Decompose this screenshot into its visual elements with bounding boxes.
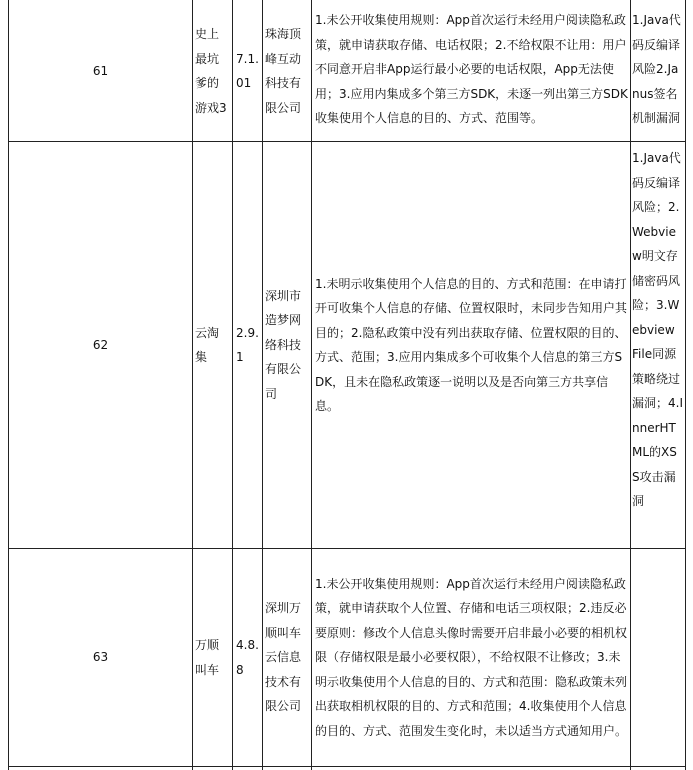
- app-version: 4.8.8: [236, 638, 259, 677]
- table-row-62-company: [265, 142, 309, 548]
- table-row-61-version: [236, 1, 261, 141]
- table-row-62-number: [9, 142, 192, 548]
- table-row-63-app-name: [195, 549, 229, 766]
- column-divider-4: [311, 0, 312, 770]
- risks-text: 1.Java代码反编译风险；2.Webview明文存储密码风险；3.Webview File同源策略绕过漏洞；4.InnerHTML的XSS攻击漏洞: [632, 151, 683, 508]
- table-row-61-app-name: [195, 1, 229, 141]
- issues-text: 1.未公开收集使用规则：App首次运行未经用户阅读隐私政策，就申请获取个人位置、存储和电话三项权限；2.违反必要原则：修改个人信息头像时需要开启非最小必要的相机权限（存储权限是最小必要权限），不给权限不让修改；3.未明示收集使用个人信息的目的、方式和范围：隐私政策未列出获取相机权限的目的、方式和范围；4.收集使用个人信息的目的、方式、范围发生变化时，未以适当方式通知用户。: [315, 576, 628, 738]
- table-row-61-company: [265, 1, 309, 141]
- row-divider-3: [8, 766, 686, 767]
- row-number: 62: [92, 337, 109, 352]
- table-row-63-risks: [632, 553, 684, 763]
- table-row-62-app-name: [195, 142, 229, 548]
- table-row-63-version: [236, 549, 261, 766]
- column-divider-2: [232, 0, 233, 770]
- table-row-61-issues: [315, 8, 628, 140]
- table-row-61-risks: [632, 8, 684, 140]
- table-border-right: [685, 0, 686, 770]
- app-version: 2.9.1: [236, 325, 259, 364]
- company-name: 珠海顶峰互动科技有限公司: [265, 27, 302, 115]
- column-divider-3: [262, 0, 263, 770]
- table-row-61-number: [9, 1, 192, 141]
- app-name: 万顺叫车: [195, 638, 220, 677]
- table-row-62-risks: [632, 146, 684, 546]
- app-name: 史上最坑爹的游戏3: [195, 27, 227, 115]
- table-row-63-issues: [315, 549, 628, 766]
- app-name: 云淘集: [195, 325, 220, 364]
- row-number: 61: [92, 63, 109, 78]
- table-row-62-version: [236, 142, 261, 548]
- table-row-63-company: [265, 549, 309, 766]
- risks-text: 1.Java代码反编译风险2.Janus签名机制漏洞: [632, 13, 681, 125]
- row-number: 63: [92, 650, 109, 665]
- company-name: 深圳万顺叫车云信息技术有限公司: [265, 601, 302, 714]
- column-divider-5: [630, 0, 631, 770]
- company-name: 深圳市造梦网络科技有限公司: [265, 288, 302, 401]
- table-row-63-number: [9, 549, 192, 766]
- app-version: 7.1.01: [236, 51, 259, 90]
- issues-text: 1.未公开收集使用规则：App首次运行未经用户阅读隐私政策，就申请获取存储、电话权限；2.不给权限不让用：用户不同意开启非App运行最小必要的电话权限，App无法使用；3.应用内集成多个第三方SDK，未逐一列出第三方SDK收集使用个人信息的目的、方式、范围等。: [315, 13, 628, 125]
- table-row-62-issues: [315, 142, 628, 548]
- column-divider-1: [192, 0, 193, 770]
- issues-text: 1.未明示收集使用个人信息的目的、方式和范围：在申请打开可收集个人信息的存储、位置权限时，未同步告知用户其目的；2.隐私政策中没有列出获取存储、位置权限的目的、方式、范围；3.应用内集成多个可收集个人信息的第三方SDK，且未在隐私政策逐一说明以及是否向第三方共享信息。: [315, 276, 628, 413]
